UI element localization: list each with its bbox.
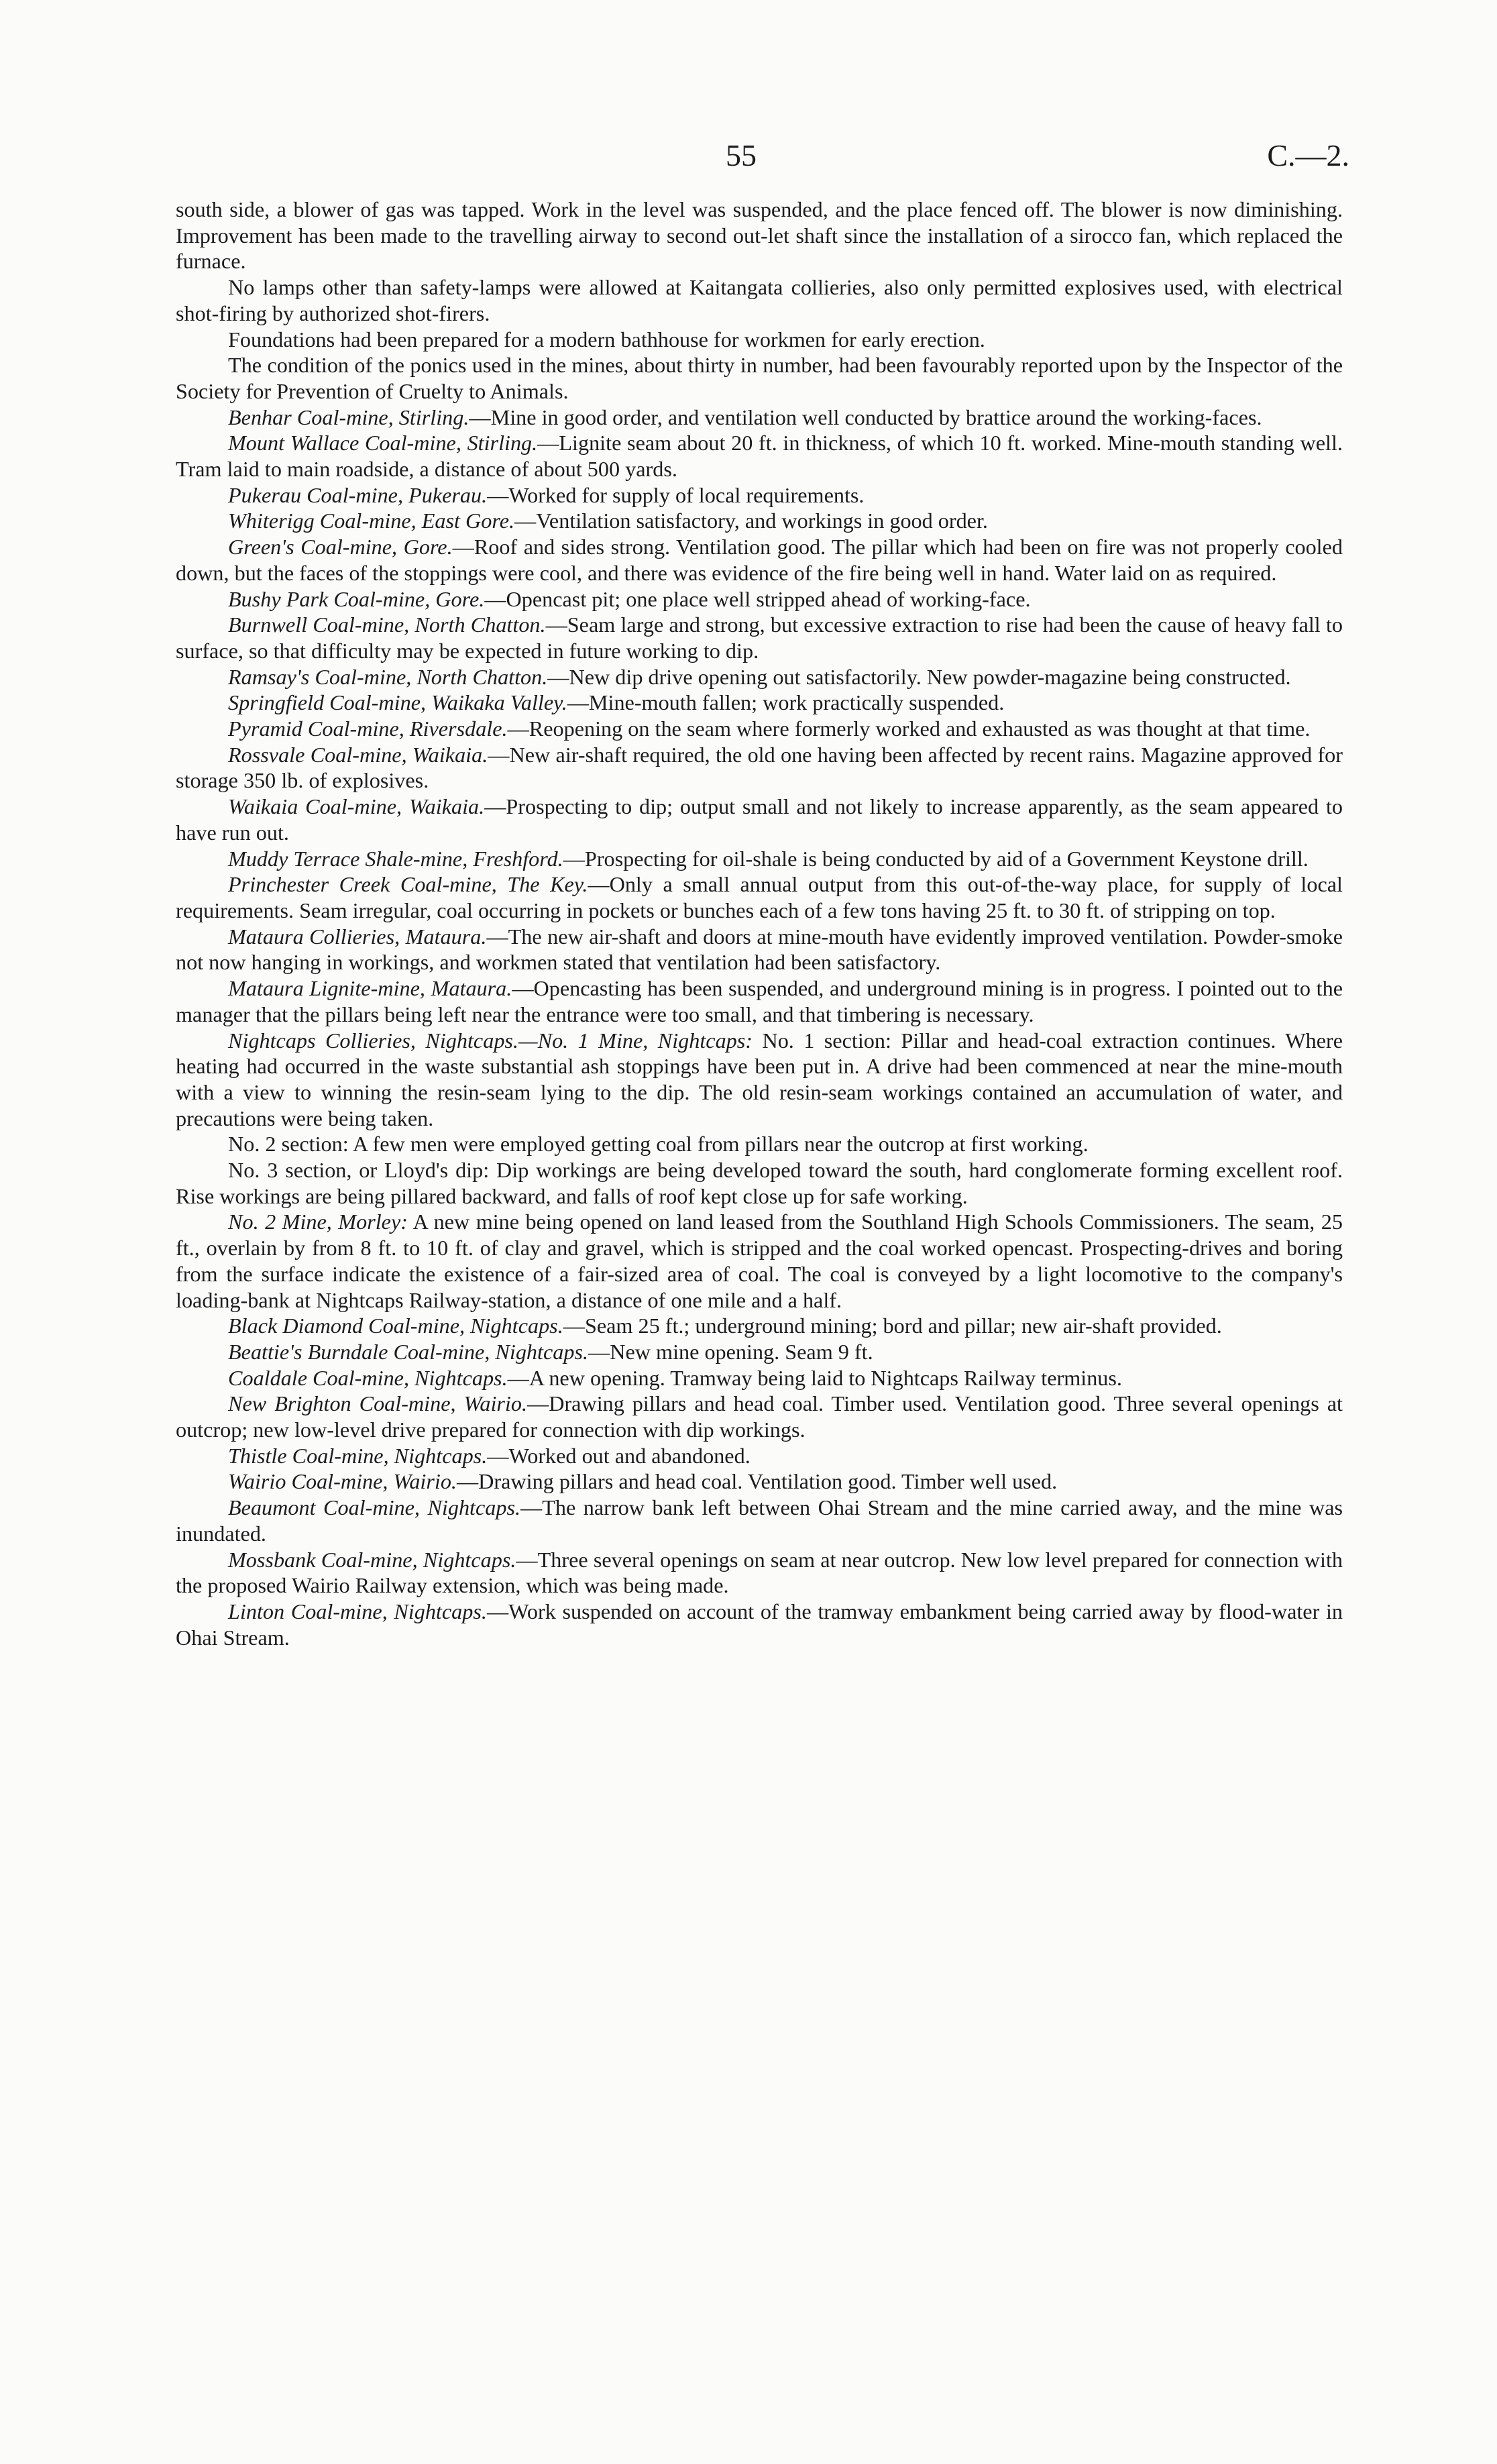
paragraph [176, 794, 1343, 845]
paragraph-text: —Worked out and abandoned. [487, 1443, 751, 1468]
paragraph [176, 716, 1343, 742]
paragraph [176, 846, 1343, 872]
mine-name: Bushy Park Coal-mine, Gore. [228, 586, 485, 611]
paragraph-text: A new mine being opened on land leased from the Southland High Schools Commissioners. The seam, 25 ft., overlain by from 8 ft. to 10 ft. of clay and gravel, which is stripped and the coal worked opencast. Prospecting-drives and boring from the surface indicate the existence of a fair-sized area of coal. The coal is conveyed by a light locomotive to the company's loading-bank at Nightcaps Railway-station, a distance of one mile and a half. [176, 1210, 1343, 1312]
paragraph [176, 1209, 1343, 1313]
paragraph [176, 1443, 1343, 1469]
mine-name: Mataura Lignite-mine, Mataura. [228, 976, 512, 1001]
paragraph-text: —Prospecting to dip; output small and not likely to increase apparently, as the seam appeared to have run out. [176, 794, 1343, 845]
body-text [176, 197, 1343, 1650]
mine-name: Waikaia Coal-mine, Waikaia. [228, 794, 485, 819]
paragraph [176, 430, 1343, 482]
paragraph [176, 1547, 1343, 1599]
paragraph-text: —Mine in good order, and ventilation well conducted by brattice around the working-faces. [469, 405, 1262, 429]
mine-name: Whiterigg Coal-mine, East Gore. [228, 508, 515, 533]
paragraph-text: —The new air-shaft and doors at mine-mouth have evidently improved ventilation. Powder-smoke not now hanging in workings, and workmen stated that ventilation had been satisfactory. [176, 924, 1343, 975]
paragraph [176, 508, 1343, 534]
paragraph [176, 871, 1343, 923]
mine-name: Springfield Coal-mine, Waikaka Valley. [228, 690, 567, 715]
mine-name: Beaumont Coal-mine, Nightcaps. [228, 1495, 521, 1520]
paragraph [176, 586, 1343, 612]
paragraph [176, 197, 1343, 274]
paragraph-text: No. 2 section: A few men were employed getting coal from pillars near the outcrop at first working. [228, 1132, 1089, 1157]
page-number: 55 [726, 138, 757, 172]
mine-name: Green's Coal-mine, Gore. [228, 535, 453, 559]
mine-name: Rossvale Coal-mine, Waikaia. [228, 742, 488, 767]
mine-name: Thistle Coal-mine, Nightcaps. [228, 1443, 488, 1468]
paragraph-text: —Worked for supply of local requirements. [487, 482, 865, 507]
paragraph-text: —Prospecting for oil-shale is being conducted by aid of a Government Keystone drill. [563, 846, 1309, 871]
paragraph-text: —Three several openings on seam at near outcrop. New low level prepared for connection with the proposed Wairio Railway extension, which was being made. [176, 1547, 1343, 1598]
paragraph [176, 534, 1343, 586]
paragraph-text: —New mine opening. Seam 9 ft. [588, 1339, 873, 1364]
mine-name: New Brighton Coal-mine, Wairio. [228, 1391, 528, 1416]
paragraph [176, 327, 1343, 353]
mine-name: Nightcaps Collieries, Nightcaps.—No. 1 Mine, Nightcaps: [228, 1028, 753, 1053]
paragraph [176, 1468, 1343, 1495]
paragraph [176, 1495, 1343, 1546]
mine-name: Linton Coal-mine, Nightcaps. [228, 1599, 487, 1623]
paragraph [176, 690, 1343, 716]
paragraph-text: —Work suspended on account of the tramway embankment being carried away by flood-water in Ohai Stream. [176, 1599, 1343, 1650]
paragraph-text: —The narrow bank left between Ohai Stream and the mine carried away, and the mine was inundated. [176, 1495, 1343, 1546]
paragraph-text: south side, a blower of gas was tapped. Work in the level was suspended, and the place fenced off. The blower is now diminishing. Improvement has been made to the travelling airway to second out-let shaft since the installation of a sirocco fan, which replaced the furnace. [176, 197, 1343, 274]
mine-name: Ramsay's Coal-mine, North Chatton. [228, 664, 548, 689]
mine-name: Coaldale Coal-mine, Nightcaps. [228, 1365, 508, 1390]
paragraph [176, 1157, 1343, 1209]
paragraph-text: The condition of the ponics used in the mines, about thirty in number, had been favourably reported upon by the Inspector of the Society for Prevention of Cruelty to Animals. [176, 353, 1343, 403]
mine-name: Mossbank Coal-mine, Nightcaps. [228, 1547, 516, 1572]
paragraph [176, 975, 1343, 1027]
paragraph [176, 1339, 1343, 1365]
paragraph [176, 1599, 1343, 1650]
paragraph [176, 1365, 1343, 1391]
paragraph-text: —Drawing pillars and head coal. Ventilation good. Timber well used. [456, 1469, 1058, 1494]
paragraph-text: No. 1 section: Pillar and head-coal extraction continues. Where heating had occurred in the waste substantial ash stoppings have been put in. A drive had been commenced at near the mine-mouth with a view to winning the resin-seam lying to the dip. The old resin-seam workings contained an accumulation of water, and precautions were being taken. [176, 1028, 1343, 1130]
paragraph-text: —Lignite seam about 20 ft. in thickness, of which 10 ft. worked. Mine-mouth standing well. Tram laid to main roadside, a distance of about 500 yards. [176, 431, 1343, 482]
mine-name: Mataura Collieries, Mataura. [228, 924, 487, 949]
paragraph-text: —Reopening on the seam where formerly worked and exhausted as was thought at that time. [507, 716, 1311, 741]
mine-name: Beattie's Burndale Coal-mine, Nightcaps. [228, 1339, 589, 1364]
paragraph-text: No lamps other than safety-lamps were allowed at Kaitangata collieries, also only permitted explosives used, with electrical shot-firing by authorized shot-firers. [176, 275, 1343, 325]
paragraph [176, 405, 1343, 431]
mine-name: Burnwell Coal-mine, North Chatton. [228, 612, 546, 637]
paragraph [176, 352, 1343, 404]
paragraph [176, 1391, 1343, 1442]
paragraph-text: —A new opening. Tramway being laid to Nightcaps Railway terminus. [507, 1365, 1122, 1390]
paragraph-text: No. 3 section, or Lloyd's dip: Dip workings are being developed toward the south, hard conglomerate forming excellent roof. Rise workings are being pillared backward, and falls of roof kept close up for safe working. [176, 1158, 1343, 1208]
paragraph-text: —Seam large and strong, but excessive extraction to rise had been the cause of heavy fall to surface, so that difficulty may be expected in future working to dip. [176, 612, 1343, 663]
paragraph [176, 924, 1343, 975]
page-header [174, 138, 1349, 184]
paragraph-text: —Roof and sides strong. Ventilation good. The pillar which had been on fire was not properly cooled down, but the faces of the stoppings were cool, and there was evidence of the fire being well in hand. Water laid on as required. [176, 535, 1343, 585]
mine-name: Princhester Creek Coal-mine, The Key. [228, 872, 588, 897]
paragraph-text: —Ventilation satisfactory, and workings in good order. [514, 508, 988, 533]
paragraph [176, 612, 1343, 663]
mine-name: Mount Wallace Coal-mine, Stirling. [228, 431, 538, 456]
paragraph-text: —Mine-mouth fallen; work practically suspended. [567, 690, 1005, 715]
paragraph [176, 482, 1343, 508]
mine-name: Muddy Terrace Shale-mine, Freshford. [228, 846, 563, 871]
mine-name: Black Diamond Coal-mine, Nightcaps. [228, 1314, 563, 1338]
paragraph-text: —Seam 25 ft.; underground mining; bord and pillar; new air-shaft provided. [563, 1314, 1222, 1338]
mine-name: Pukerau Coal-mine, Pukerau. [228, 482, 488, 507]
document-code: C.—2. [1267, 138, 1349, 172]
paragraph [176, 1313, 1343, 1339]
mine-name: Benhar Coal-mine, Stirling. [228, 405, 469, 429]
paragraph-text: —New dip drive opening out satisfactorily. New powder-magazine being constructed. [547, 664, 1291, 689]
mine-name: No. 2 Mine, Morley: [228, 1210, 408, 1234]
paragraph-text: —New air-shaft required, the old one having been affected by recent rains. Magazine approved for storage 350 lb. of explosives. [176, 742, 1343, 793]
paragraph-text: —Opencast pit; one place well stripped ahead of working-face. [484, 586, 1031, 611]
paragraph [176, 274, 1343, 326]
paragraph [176, 1131, 1343, 1157]
paragraph-text: Foundations had been prepared for a modern bathhouse for workmen for early erection. [228, 327, 985, 352]
paragraph [176, 742, 1343, 794]
paragraph-text: —Opencasting has been suspended, and underground mining is in progress. I pointed out to the manager that the pillars being left near the entrance were too small, and that timbering is necessary. [176, 976, 1343, 1026]
paragraph-text: —Only a small annual output from this out-of-the-way place, for supply of local requirements. Seam irregular, coal occurring in pockets or bunches each of a few tons having 25 ft. to 30 ft. of stripping on top. [176, 872, 1343, 922]
mine-name: Wairio Coal-mine, Wairio. [228, 1469, 457, 1494]
paragraph [176, 1028, 1343, 1132]
paragraph [176, 664, 1343, 690]
paragraph-text: —Drawing pillars and head coal. Timber used. Ventilation good. Three several openings at outcrop; new low-level drive prepared for connection with dip workings. [176, 1391, 1343, 1442]
mine-name: Pyramid Coal-mine, Riversdale. [228, 716, 508, 741]
